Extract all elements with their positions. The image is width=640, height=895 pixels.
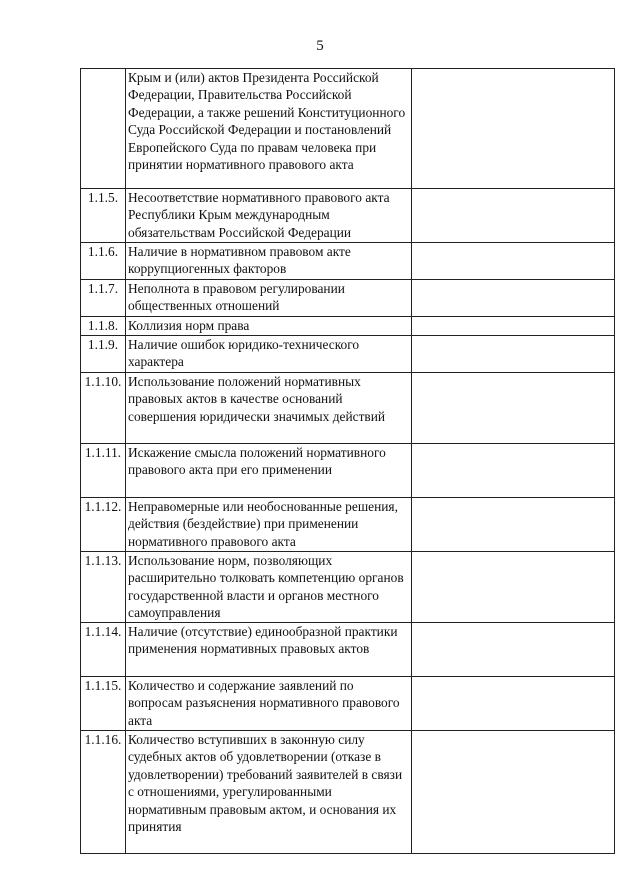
- table-row: [81, 280, 615, 317]
- table-row: [81, 498, 615, 552]
- row-number: 1.1.15.: [81, 677, 126, 731]
- page-number: 5: [316, 38, 324, 54]
- table-row: [81, 444, 615, 498]
- row-value-cell: [412, 373, 615, 444]
- row-value-cell: [412, 243, 615, 280]
- table-row: [81, 243, 615, 280]
- row-value-cell: [412, 623, 615, 677]
- row-number: 1.1.10.: [81, 373, 126, 444]
- row-criterion-text: Крым и (или) актов Президента Российской Федерации, Правительства Российской Федерации, а также решений Конституционного Суда Российской Федерации и постановлений Европейского Суда по правам человека при принятии нормативного правового акта: [126, 69, 412, 189]
- criteria-table: [80, 68, 615, 854]
- table-row: [81, 623, 615, 677]
- row-criterion-text: Неполнота в правовом регулировании общественных отношений: [126, 280, 412, 317]
- row-number: [81, 69, 126, 189]
- row-value-cell: [412, 189, 615, 243]
- row-value-cell: [412, 731, 615, 854]
- row-value-cell: [412, 444, 615, 498]
- row-number: 1.1.14.: [81, 623, 126, 677]
- row-criterion-text: Несоответствие нормативного правового акта Республики Крым международным обязательствам Российской Федерации: [126, 189, 412, 243]
- row-criterion-text: Количество и содержание заявлений по вопросам разъяснения нормативного правового акта: [126, 677, 412, 731]
- row-number: 1.1.16.: [81, 731, 126, 854]
- criteria-table-body: [81, 69, 615, 854]
- row-number: 1.1.6.: [81, 243, 126, 280]
- row-criterion-text: Наличие (отсутствие) единообразной практики применения нормативных правовых актов: [126, 623, 412, 677]
- row-number: 1.1.5.: [81, 189, 126, 243]
- row-number: 1.1.7.: [81, 280, 126, 317]
- row-value-cell: [412, 498, 615, 552]
- row-criterion-text: Искажение смысла положений нормативного правового акта при его применении: [126, 444, 412, 498]
- table-row: [81, 69, 615, 189]
- row-value-cell: [412, 552, 615, 623]
- row-criterion-text: Использование норм, позволяющих расширительно толковать компетенцию органов государственной власти и органов местного самоуправления: [126, 552, 412, 623]
- table-row: [81, 552, 615, 623]
- table-row: [81, 189, 615, 243]
- row-value-cell: [412, 69, 615, 189]
- row-criterion-text: Наличие ошибок юридико-технического характера: [126, 336, 412, 373]
- row-criterion-text: Количество вступивших в законную силу судебных актов об удовлетворении (отказе в удовлетворении) требований заявителей в связи с отношениями, урегулированными нормативным правовым актом, и основания их принятия: [126, 731, 412, 854]
- row-value-cell: [412, 317, 615, 336]
- row-criterion-text: Неправомерные или необоснованные решения, действия (бездействие) при применении нормативного правового акта: [126, 498, 412, 552]
- row-criterion-text: Использование положений нормативных правовых актов в качестве оснований совершения юридически значимых действий: [126, 373, 412, 444]
- row-number: 1.1.9.: [81, 336, 126, 373]
- row-number: 1.1.12.: [81, 498, 126, 552]
- table-row: [81, 317, 615, 336]
- table-row: [81, 373, 615, 444]
- row-criterion-text: Наличие в нормативном правовом акте коррупциогенных факторов: [126, 243, 412, 280]
- table-row: [81, 336, 615, 373]
- row-value-cell: [412, 280, 615, 317]
- row-value-cell: [412, 677, 615, 731]
- row-number: 1.1.8.: [81, 317, 126, 336]
- row-value-cell: [412, 336, 615, 373]
- table-row: [81, 677, 615, 731]
- row-criterion-text: Коллизия норм права: [126, 317, 412, 336]
- row-number: 1.1.13.: [81, 552, 126, 623]
- table-row: [81, 731, 615, 854]
- row-number: 1.1.11.: [81, 444, 126, 498]
